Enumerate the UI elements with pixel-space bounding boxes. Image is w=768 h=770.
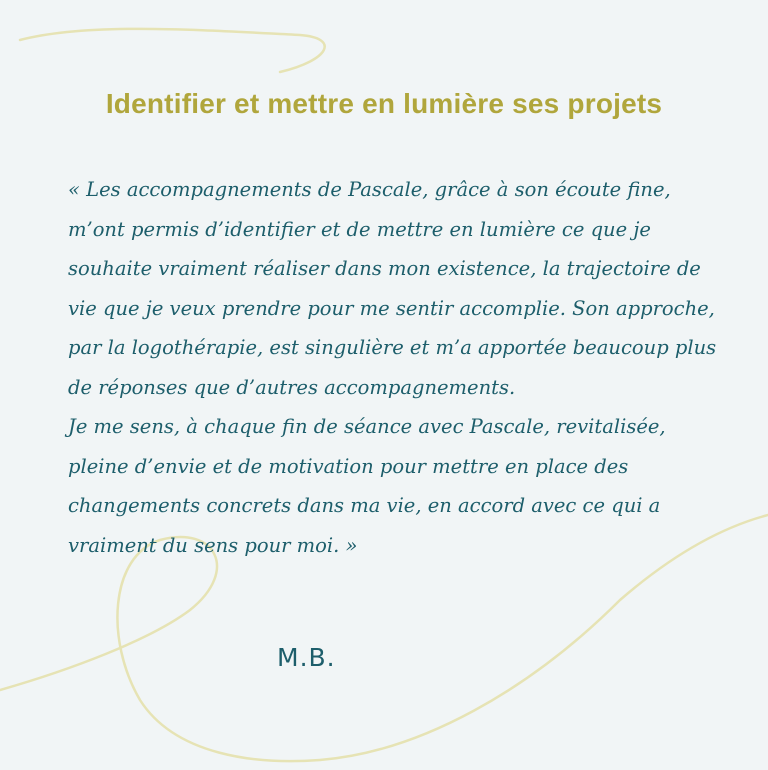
page-title: Identifier et mettre en lumière ses projets bbox=[105, 88, 663, 119]
testimonial-quote bbox=[68, 170, 718, 565]
author-signature: M.B. bbox=[277, 643, 336, 672]
quote-paragraph: « Les accompagnements de Pascale, grâce à son écoute fine, m’ont permis d’identifier et de mettre en lumière ce que je souhaite vraiment réaliser dans mon existence, la trajectoire de vie que je veux prendre pour me sentir accomplie. Son approche, par la logothérapie, est singulière et m’a apportée beaucoup plus de réponses que d’autres accompagnements. bbox=[68, 178, 717, 399]
quote-paragraph: Je me sens, à chaque fin de séance avec Pascale, revitalisée, pleine d’envie et de motivation pour mettre en place des changements concrets dans ma vie, en accord avec ce qui a vraiment du sens pour moi. » bbox=[68, 415, 666, 557]
